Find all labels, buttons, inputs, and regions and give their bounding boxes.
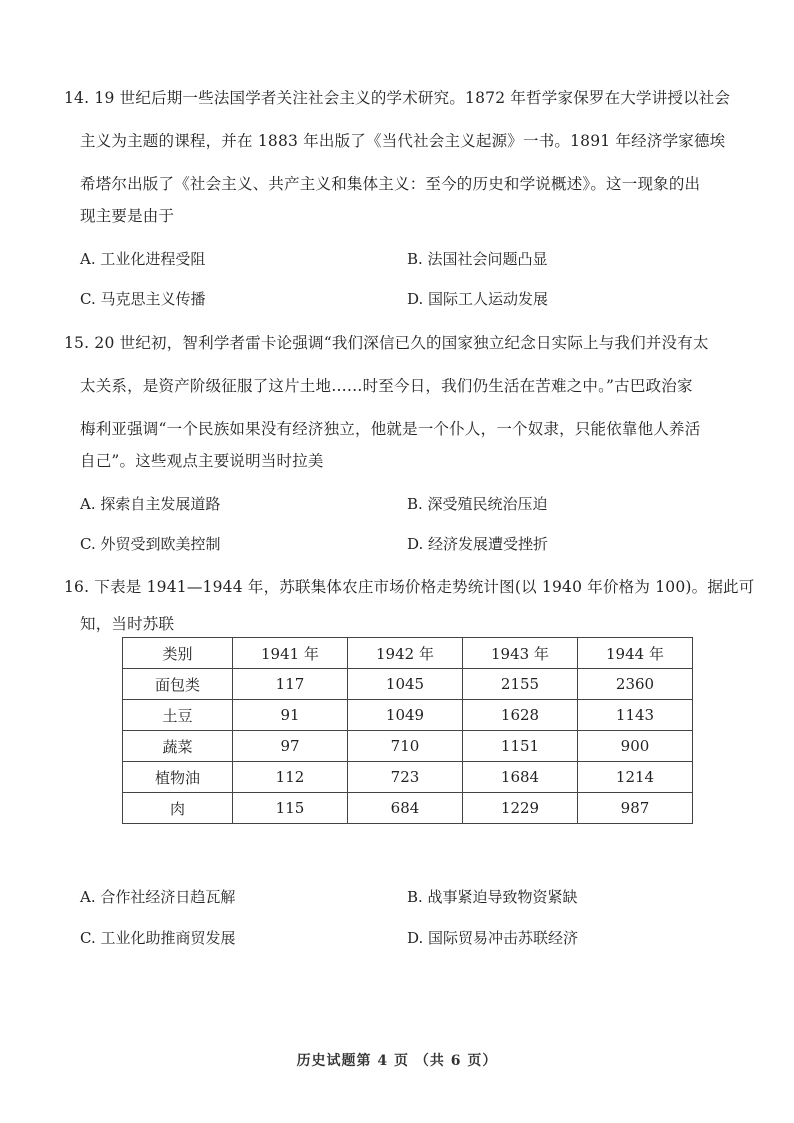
table-cell: 1143 xyxy=(578,700,693,731)
page-footer: 历史试题第 4 页 （共 6 页） xyxy=(296,1053,498,1069)
table-cell: 2155 xyxy=(463,669,578,700)
q16-option-d[interactable]: D. 国际贸易冲击苏联经济 xyxy=(407,929,579,947)
price-table xyxy=(122,637,693,824)
table-row xyxy=(123,762,693,793)
table-cell: 1151 xyxy=(463,731,578,762)
table-row xyxy=(123,669,693,700)
table-header-cell: 类别 xyxy=(123,638,233,669)
q16-option-c[interactable]: C. 工业化助推商贸发展 xyxy=(80,929,236,947)
table-cell: 蔬菜 xyxy=(123,731,233,762)
table-cell: 97 xyxy=(233,731,348,762)
table-header-cell: 1941 年 xyxy=(233,638,348,669)
table-cell: 土豆 xyxy=(123,700,233,731)
table-cell: 91 xyxy=(233,700,348,731)
q15-stem-line-3: 梅利亚强调“一个民族如果没有经济独立，他就是一个仆人，一个奴隶，只能依靠他人养活 xyxy=(80,420,701,438)
q14-stem-line-1: 14. 19 世纪后期一些法国学者关注社会主义的学术研究。1872 年哲学家保罗在大学讲授以社会 xyxy=(64,89,731,107)
table-cell: 1214 xyxy=(578,762,693,793)
q14-option-a[interactable]: A. 工业化进程受阻 xyxy=(80,250,206,268)
table-cell: 植物油 xyxy=(123,762,233,793)
table-row xyxy=(123,731,693,762)
table-cell: 710 xyxy=(348,731,463,762)
q16-option-a[interactable]: A. 合作社经济日趋瓦解 xyxy=(80,888,236,906)
table-cell: 112 xyxy=(233,762,348,793)
table-cell: 987 xyxy=(578,793,693,824)
q14-option-c[interactable]: C. 马克思主义传播 xyxy=(80,290,206,308)
q16-stem-line-2: 知，当时苏联 xyxy=(80,615,175,633)
table-cell: 1049 xyxy=(348,700,463,731)
q15-stem-line-1: 15. 20 世纪初，智利学者雷卡论强调“我们深信已久的国家独立纪念日实际上与我们并没有太 xyxy=(64,334,709,352)
table-cell: 肉 xyxy=(123,793,233,824)
table-cell: 1229 xyxy=(463,793,578,824)
q15-stem-line-4: 自己”。这些观点主要说明当时拉美 xyxy=(80,452,324,470)
table-cell: 1684 xyxy=(463,762,578,793)
q15-option-b[interactable]: B. 深受殖民统治压迫 xyxy=(407,495,548,513)
table-row xyxy=(123,700,693,731)
table-header-row xyxy=(123,638,693,669)
q14-option-d[interactable]: D. 国际工人运动发展 xyxy=(407,290,549,308)
table-cell: 面包类 xyxy=(123,669,233,700)
table-cell: 1045 xyxy=(348,669,463,700)
q15-option-a[interactable]: A. 探索自主发展道路 xyxy=(80,495,221,513)
q14-stem-line-2: 主义为主题的课程，并在 1883 年出版了《当代社会主义起源》一书。1891 年经济学家德埃 xyxy=(80,132,726,150)
table-cell: 2360 xyxy=(578,669,693,700)
q14-stem-line-4: 现主要是由于 xyxy=(80,207,175,225)
table-cell: 1628 xyxy=(463,700,578,731)
q16-stem-line-1: 16. 下表是 1941—1944 年，苏联集体农庄市场价格走势统计图(以 1940 年价格为 100)。据此可 xyxy=(64,578,755,596)
table-header-cell: 1943 年 xyxy=(463,638,578,669)
q15-option-c[interactable]: C. 外贸受到欧美控制 xyxy=(80,535,221,553)
table-cell: 115 xyxy=(233,793,348,824)
table-header-cell: 1942 年 xyxy=(348,638,463,669)
q15-stem-line-2: 太关系，是资产阶级征服了这片土地……时至今日，我们仍生活在苦难之中。”古巴政治家 xyxy=(80,377,693,395)
table-header-cell: 1944 年 xyxy=(578,638,693,669)
q15-option-d[interactable]: D. 经济发展遭受挫折 xyxy=(407,535,549,553)
table-cell: 117 xyxy=(233,669,348,700)
q16-option-b[interactable]: B. 战事紧迫导致物资紧缺 xyxy=(407,888,578,906)
q14-stem-line-3: 希塔尔出版了《社会主义、共产主义和集体主义：至今的历史和学说概述》。这一现象的出 xyxy=(80,175,701,193)
table-cell: 684 xyxy=(348,793,463,824)
table-cell: 900 xyxy=(578,731,693,762)
table-row xyxy=(123,793,693,824)
q14-option-b[interactable]: B. 法国社会问题凸显 xyxy=(407,250,548,268)
table-cell: 723 xyxy=(348,762,463,793)
